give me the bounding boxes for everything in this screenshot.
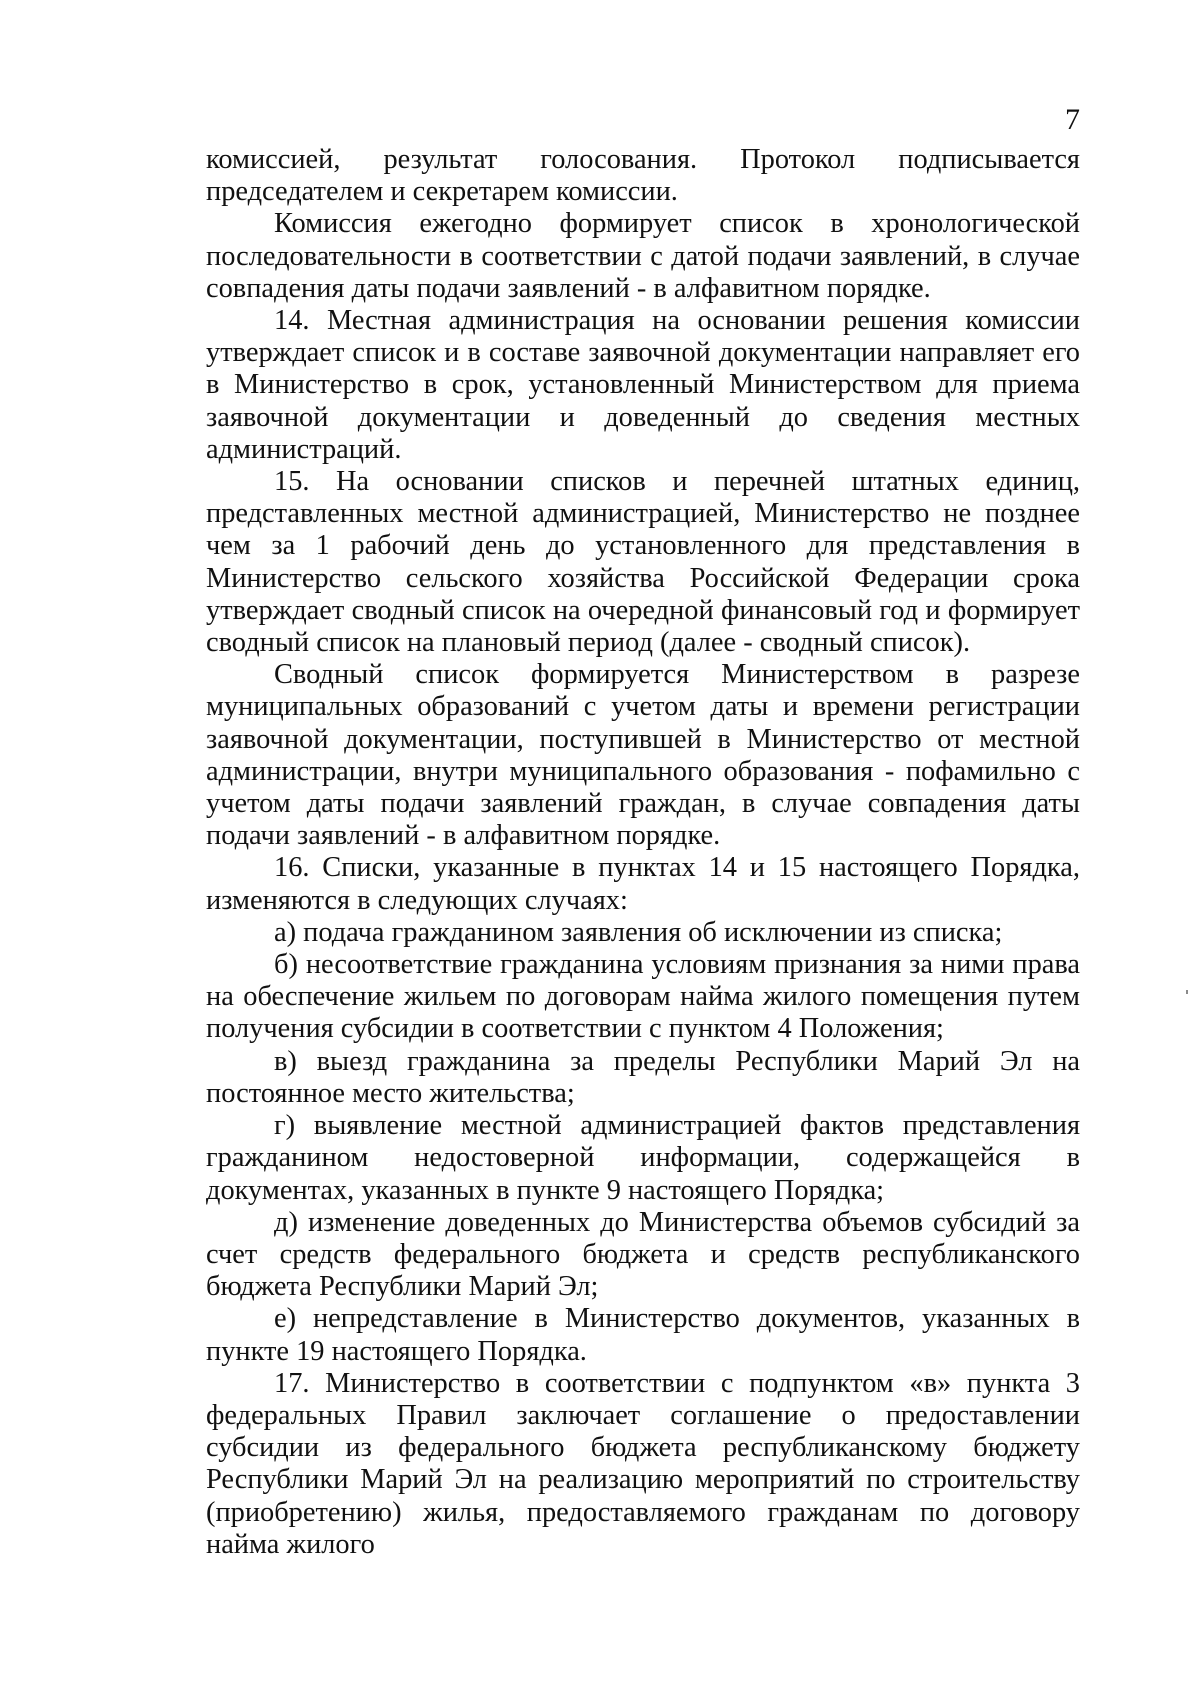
document-body [206, 144, 1080, 1561]
paragraph-subitem-a: а) подача гражданином заявления об исключении из списка; [274, 916, 1003, 948]
paragraph-subitem-v: в) выезд гражданина за пределы Республики Марий Эл на постоянное место жительства; [206, 1045, 1080, 1109]
paragraph-item-17: 17. Министерство в соответствии с подпунктом «в» пункта 3 федеральных Правил заключает соглашение о предоставлении субсидии из федерального бюджета республиканскому бюджету Республики Марий Эл на реализацию мероприятий по строительству (приобретению) жилья, предоставляемого гражданам по договору найма жилого [206, 1367, 1080, 1560]
paragraph-subitem-e: е) непредставление в Министерство документов, указанных в пункте 19 настоящего Порядка. [206, 1303, 1080, 1367]
paragraph-subitem-d: д) изменение доведенных до Министерства объемов субсидий за счет средств федерального бюджета и средств республиканского бюджета Республики Марий Эл; [206, 1206, 1080, 1303]
paragraph-item-14: 14. Местная администрация на основании решения комиссии утверждает список и в составе заявочной документации направляет его в Министерство в срок, установленный Министерством для приема заявочной документации и доведенный до сведения местных администраций. [206, 305, 1080, 465]
paragraph-consolidated-list: Сводный список формируется Министерством в разрезе муниципальных образований с учетом даты и времени регистрации заявочной документации, поступившей в Министерство от местной администрации, внутри муниципального образования - пофамильно с учетом даты подачи заявлений граждан, в случае совпадения даты подачи заявлений - в алфавитном порядке. [206, 659, 1080, 852]
paragraph-commission-list: Комиссия ежегодно формирует список в хронологической последовательности в соответствии с датой подачи заявлений, в случае совпадения даты подачи заявлений - в алфавитном порядке. [206, 208, 1080, 304]
page-number: 7 [1065, 103, 1080, 136]
paragraph-item-16: 16. Списки, указанные в пунктах 14 и 15 настоящего Порядка, изменяются в следующих случаях: [206, 852, 1080, 916]
paragraph-protocol: комиссией, результат голосования. Протокол подписывается председателем и секретарем комиссии. [206, 144, 1080, 208]
paragraph-item-15: 15. На основании списков и перечней штатных единиц, представленных местной администрацией, Министерство не позднее чем за 1 рабочий день до установленного для представления в Министерство сельского хозяйства Российской Федерации срока утверждает сводный список на очередной финансовый год и формирует сводный список на плановый период (далее - сводный список). [206, 466, 1080, 659]
paragraph-subitem-b: б) несоответствие гражданина условиям признания за ними права на обеспечение жильем по договорам найма жилого помещения путем получения субсидии в соответствии с пунктом 4 Положения; [206, 949, 1080, 1045]
paragraph-subitem-g: г) выявление местной администрацией фактов представления гражданином недостоверной информации, содержащейся в документах, указанных в пункте 9 настоящего Порядка; [206, 1110, 1080, 1206]
scan-artifact [1186, 990, 1188, 994]
